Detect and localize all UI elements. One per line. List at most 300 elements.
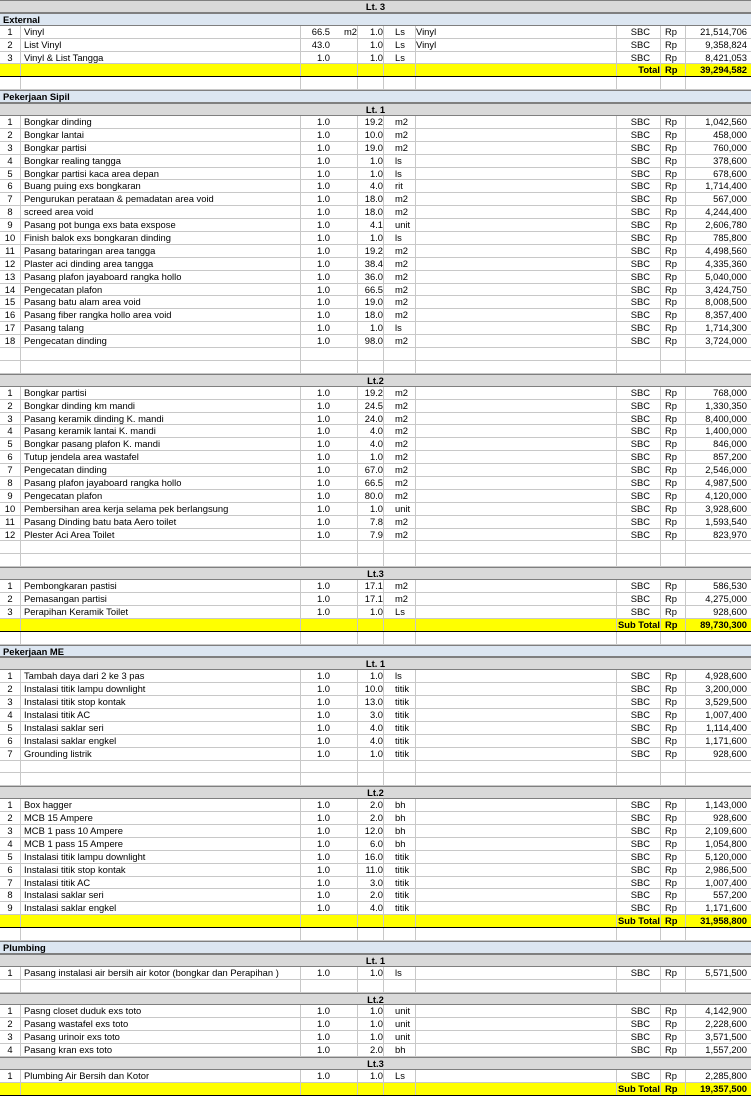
currency-cell[interactable]: Rp	[665, 451, 677, 463]
item-number-cell[interactable]: 16	[4, 309, 16, 321]
item-description-cell[interactable]: Instalasi titik lampu downlight	[24, 683, 146, 695]
quantity-cell[interactable]: 1.0	[316, 476, 330, 488]
item-description-cell[interactable]: Pengecatan dinding	[24, 335, 107, 347]
item-description-cell[interactable]: Bongkar pasang plafon K. mandi	[24, 438, 161, 450]
currency-cell[interactable]: Rp	[665, 708, 677, 720]
amount-cell[interactable]: 4,120,000	[705, 489, 747, 501]
item-description-cell[interactable]: Pasang kran exs toto	[24, 1044, 113, 1056]
supplier-code-cell[interactable]: SBC	[630, 1031, 650, 1043]
supplier-code-cell[interactable]: SBC	[630, 270, 650, 282]
volume-cell[interactable]: 1.0	[369, 670, 383, 682]
quantity-cell[interactable]: 1.0	[316, 296, 330, 308]
volume-unit-cell[interactable]: m2	[395, 193, 409, 205]
amount-cell[interactable]: 4,987,500	[705, 476, 747, 488]
item-description-cell[interactable]: Pengecatan dinding	[24, 464, 107, 476]
currency-cell[interactable]: Rp	[665, 386, 677, 398]
quantity-cell[interactable]: 1.0	[316, 386, 330, 398]
supplier-code-cell[interactable]: SBC	[630, 670, 650, 682]
item-number-cell[interactable]: 3	[7, 696, 13, 708]
item-number-cell[interactable]: 2	[7, 399, 13, 411]
supplier-code-cell[interactable]: SBC	[630, 296, 650, 308]
volume-unit-cell[interactable]: unit	[395, 219, 411, 231]
amount-cell[interactable]: 4,142,900	[705, 1005, 747, 1017]
volume-cell[interactable]: 1.0	[369, 1031, 383, 1043]
volume-cell[interactable]: 1.0	[369, 25, 383, 37]
item-description-cell[interactable]: MCB 15 Ampere	[24, 812, 93, 824]
currency-cell[interactable]: Rp	[665, 837, 677, 849]
item-number-cell[interactable]: 7	[7, 464, 13, 476]
currency-cell[interactable]: Rp	[665, 966, 677, 978]
currency-cell[interactable]: Rp	[665, 399, 677, 411]
quantity-cell[interactable]: 66.5	[311, 25, 330, 37]
volume-cell[interactable]: 7.8	[369, 515, 383, 527]
item-number-cell[interactable]: 1	[7, 799, 13, 811]
item-description-cell[interactable]: Pengecatan plafon	[24, 283, 103, 295]
supplier-code-cell[interactable]: SBC	[630, 425, 650, 437]
amount-cell[interactable]: 586,530	[713, 580, 747, 592]
supplier-code-cell[interactable]: SBC	[630, 464, 650, 476]
volume-unit-cell[interactable]: m2	[395, 244, 409, 256]
volume-unit-cell[interactable]: Ls	[395, 1069, 405, 1081]
amount-cell[interactable]: 678,600	[713, 167, 747, 179]
amount-cell[interactable]: 785,800	[713, 232, 747, 244]
quantity-cell[interactable]: 1.0	[316, 502, 330, 514]
quantity-cell[interactable]: 1.0	[316, 206, 330, 218]
volume-cell[interactable]: 11.0	[365, 863, 383, 875]
quantity-cell[interactable]: 1.0	[316, 799, 330, 811]
currency-cell[interactable]: Rp	[665, 412, 677, 424]
item-description-cell[interactable]: Pembersihan area kerja selama pek berlangsung	[24, 502, 229, 514]
amount-cell[interactable]: 2,228,600	[705, 1018, 747, 1030]
volume-unit-cell[interactable]: ls	[395, 154, 402, 166]
volume-unit-cell[interactable]: m2	[395, 116, 409, 128]
amount-cell[interactable]: 458,000	[713, 128, 747, 140]
item-number-cell[interactable]: 3	[7, 141, 13, 153]
amount-cell[interactable]: 928,600	[713, 605, 747, 617]
supplier-code-cell[interactable]: SBC	[630, 399, 650, 411]
quantity-cell[interactable]: 1.0	[316, 902, 330, 914]
item-description-cell[interactable]: List Vinyl	[24, 38, 62, 50]
amount-cell[interactable]: 2,285,800	[705, 1069, 747, 1081]
supplier-code-cell[interactable]: SBC	[630, 1044, 650, 1056]
item-number-cell[interactable]: 8	[7, 889, 13, 901]
quantity-cell[interactable]: 1.0	[316, 141, 330, 153]
amount-cell[interactable]: 1,714,400	[705, 180, 747, 192]
item-description-cell[interactable]: Pemasangan partisi	[24, 592, 107, 604]
currency-cell[interactable]: Rp	[665, 670, 677, 682]
supplier-code-cell[interactable]: SBC	[630, 386, 650, 398]
item-description-cell[interactable]: Plumbing Air Bersih dan Kotor	[24, 1069, 150, 1081]
quantity-cell[interactable]: 1.0	[316, 489, 330, 501]
supplier-code-cell[interactable]: SBC	[630, 580, 650, 592]
amount-cell[interactable]: 3,928,600	[705, 502, 747, 514]
amount-cell[interactable]: 1,114,400	[705, 721, 747, 733]
item-description-cell[interactable]: Pengecatan plafon	[24, 489, 103, 501]
quantity-cell[interactable]: 1.0	[316, 451, 330, 463]
volume-unit-cell[interactable]: m2	[395, 425, 409, 437]
volume-cell[interactable]: 4.0	[369, 438, 383, 450]
item-description-cell[interactable]: Pasang wastafel exs toto	[24, 1018, 129, 1030]
volume-cell[interactable]: 4.1	[369, 219, 383, 231]
item-description-cell[interactable]: Pasang plafon jayaboard rangka hollo	[24, 476, 182, 488]
item-description-cell[interactable]: Instalasi saklar seri	[24, 721, 104, 733]
quantity-cell[interactable]: 1.0	[316, 412, 330, 424]
item-number-cell[interactable]: 5	[7, 850, 13, 862]
item-description-cell[interactable]: Plester Aci Area Toilet	[24, 528, 115, 540]
item-description-cell[interactable]: Finish balok exs bongkaran dinding	[24, 232, 171, 244]
item-description-cell[interactable]: Instalasi titik stop kontak	[24, 863, 126, 875]
volume-cell[interactable]: 24.0	[364, 412, 383, 424]
amount-cell[interactable]: 1,330,350	[705, 399, 747, 411]
volume-cell[interactable]: 4.0	[369, 902, 383, 914]
volume-unit-cell[interactable]: m2	[395, 515, 409, 527]
quantity-cell[interactable]: 1.0	[316, 1044, 330, 1056]
volume-cell[interactable]: 1.0	[369, 154, 383, 166]
quantity-cell[interactable]: 1.0	[316, 219, 330, 231]
item-description-cell[interactable]: Instalasi titik AC	[24, 876, 91, 888]
supplier-code-cell[interactable]: SBC	[630, 180, 650, 192]
supplier-code-cell[interactable]: SBC	[630, 167, 650, 179]
item-description-cell[interactable]: Bongkar partisi	[24, 141, 87, 153]
volume-cell[interactable]: 19.2	[364, 116, 383, 128]
volume-unit-cell[interactable]: m2	[395, 386, 409, 398]
volume-unit-cell[interactable]: titik	[395, 889, 410, 901]
volume-cell[interactable]: 18.0	[364, 309, 383, 321]
amount-cell[interactable]: 2,606,780	[705, 219, 747, 231]
item-number-cell[interactable]: 9	[7, 219, 13, 231]
amount-cell[interactable]: 928,600	[713, 747, 747, 759]
item-number-cell[interactable]: 1	[7, 1069, 13, 1081]
amount-cell[interactable]: 3,529,500	[705, 696, 747, 708]
volume-cell[interactable]: 80.0	[364, 489, 383, 501]
supplier-code-cell[interactable]: SBC	[630, 747, 650, 759]
currency-cell[interactable]: Rp	[665, 721, 677, 733]
item-description-cell[interactable]: Tambah daya dari 2 ke 3 pas	[24, 670, 145, 682]
supplier-code-cell[interactable]: SBC	[630, 515, 650, 527]
volume-cell[interactable]: 1.0	[369, 167, 383, 179]
item-number-cell[interactable]: 3	[7, 51, 13, 63]
supplier-code-cell[interactable]: SBC	[630, 25, 650, 37]
item-number-cell[interactable]: 5	[7, 721, 13, 733]
currency-cell[interactable]: Rp	[665, 270, 677, 282]
material-note-cell[interactable]: Vinyl	[416, 38, 437, 50]
quantity-cell[interactable]: 1.0	[316, 425, 330, 437]
volume-cell[interactable]: 98.0	[364, 335, 383, 347]
currency-cell[interactable]: Rp	[665, 876, 677, 888]
currency-cell[interactable]: Rp	[665, 902, 677, 914]
currency-cell[interactable]: Rp	[665, 206, 677, 218]
volume-unit-cell[interactable]: Ls	[395, 51, 405, 63]
item-number-cell[interactable]: 8	[7, 476, 13, 488]
amount-cell[interactable]: 1,557,200	[705, 1044, 747, 1056]
volume-unit-cell[interactable]: ls	[395, 966, 402, 978]
volume-cell[interactable]: 4.0	[369, 180, 383, 192]
currency-cell[interactable]: Rp	[665, 51, 677, 63]
amount-cell[interactable]: 8,421,053	[705, 51, 747, 63]
currency-cell[interactable]: Rp	[665, 1069, 677, 1081]
supplier-code-cell[interactable]: SBC	[630, 837, 650, 849]
volume-cell[interactable]: 2.0	[369, 812, 383, 824]
supplier-code-cell[interactable]: SBC	[630, 592, 650, 604]
currency-cell[interactable]: Rp	[665, 747, 677, 759]
item-description-cell[interactable]: Vinyl	[24, 25, 45, 37]
volume-cell[interactable]: 24.5	[364, 399, 383, 411]
currency-cell[interactable]: Rp	[665, 244, 677, 256]
quantity-cell[interactable]: 1.0	[316, 257, 330, 269]
item-number-cell[interactable]: 6	[7, 180, 13, 192]
quantity-cell[interactable]: 1.0	[316, 128, 330, 140]
item-description-cell[interactable]: Pasang urinoir exs toto	[24, 1031, 120, 1043]
item-number-cell[interactable]: 10	[4, 502, 16, 514]
item-description-cell[interactable]: Bongkar lantai	[24, 128, 84, 140]
volume-unit-cell[interactable]: m2	[395, 257, 409, 269]
item-description-cell[interactable]: Tutup jendela area wastafel	[24, 451, 139, 463]
volume-unit-cell[interactable]: bh	[395, 799, 406, 811]
quantity-cell[interactable]: 1.0	[316, 708, 330, 720]
item-number-cell[interactable]: 17	[4, 322, 16, 334]
volume-unit-cell[interactable]: m2	[395, 592, 409, 604]
amount-cell[interactable]: 567,000	[713, 193, 747, 205]
volume-cell[interactable]: 10.0	[364, 683, 383, 695]
amount-cell[interactable]: 378,600	[713, 154, 747, 166]
item-description-cell[interactable]: Bongkar dinding km mandi	[24, 399, 135, 411]
supplier-code-cell[interactable]: SBC	[630, 1018, 650, 1030]
volume-unit-cell[interactable]: m2	[395, 451, 409, 463]
quantity-cell[interactable]: 1.0	[316, 309, 330, 321]
currency-cell[interactable]: Rp	[665, 283, 677, 295]
item-number-cell[interactable]: 6	[7, 451, 13, 463]
item-description-cell[interactable]: Instalasi saklar engkel	[24, 734, 117, 746]
item-number-cell[interactable]: 6	[7, 734, 13, 746]
currency-cell[interactable]: Rp	[665, 335, 677, 347]
amount-cell[interactable]: 857,200	[713, 451, 747, 463]
volume-unit-cell[interactable]: titik	[395, 876, 410, 888]
currency-cell[interactable]: Rp	[665, 154, 677, 166]
quantity-cell[interactable]: 1.0	[316, 51, 330, 63]
supplier-code-cell[interactable]: SBC	[630, 889, 650, 901]
item-number-cell[interactable]: 1	[7, 386, 13, 398]
item-description-cell[interactable]: Instalasi saklar seri	[24, 889, 104, 901]
supplier-code-cell[interactable]: SBC	[630, 128, 650, 140]
quantity-cell[interactable]: 1.0	[316, 193, 330, 205]
volume-unit-cell[interactable]: m2	[395, 528, 409, 540]
item-number-cell[interactable]: 1	[7, 25, 13, 37]
volume-unit-cell[interactable]: ls	[395, 322, 402, 334]
volume-unit-cell[interactable]: m2	[395, 206, 409, 218]
currency-cell[interactable]: Rp	[665, 1044, 677, 1056]
amount-cell[interactable]: 4,498,560	[705, 244, 747, 256]
volume-unit-cell[interactable]: titik	[395, 863, 410, 875]
item-number-cell[interactable]: 3	[7, 605, 13, 617]
amount-cell[interactable]: 9,358,824	[705, 38, 747, 50]
currency-cell[interactable]: Rp	[665, 734, 677, 746]
supplier-code-cell[interactable]: SBC	[630, 38, 650, 50]
amount-cell[interactable]: 8,400,000	[705, 412, 747, 424]
quantity-cell[interactable]: 1.0	[316, 167, 330, 179]
amount-cell[interactable]: 8,008,500	[705, 296, 747, 308]
volume-cell[interactable]: 2.0	[369, 799, 383, 811]
quantity-cell[interactable]: 1.0	[316, 154, 330, 166]
quantity-cell[interactable]: 1.0	[316, 244, 330, 256]
volume-cell[interactable]: 4.0	[369, 734, 383, 746]
item-description-cell[interactable]: Pasang plafon jayaboard rangka hollo	[24, 270, 182, 282]
currency-cell[interactable]: Rp	[665, 257, 677, 269]
supplier-code-cell[interactable]: SBC	[630, 244, 650, 256]
volume-cell[interactable]: 18.0	[364, 206, 383, 218]
item-number-cell[interactable]: 18	[4, 335, 16, 347]
volume-unit-cell[interactable]: bh	[395, 1044, 406, 1056]
volume-cell[interactable]: 2.0	[369, 889, 383, 901]
currency-cell[interactable]: Rp	[665, 193, 677, 205]
quantity-cell[interactable]: 1.0	[316, 863, 330, 875]
item-number-cell[interactable]: 7	[7, 747, 13, 759]
volume-cell[interactable]: 2.0	[369, 1044, 383, 1056]
supplier-code-cell[interactable]: SBC	[630, 528, 650, 540]
volume-cell[interactable]: 19.2	[364, 386, 383, 398]
volume-unit-cell[interactable]: ls	[395, 670, 402, 682]
volume-cell[interactable]: 1.0	[369, 1069, 383, 1081]
volume-unit-cell[interactable]: Ls	[395, 605, 405, 617]
item-number-cell[interactable]: 4	[7, 708, 13, 720]
supplier-code-cell[interactable]: SBC	[630, 51, 650, 63]
volume-cell[interactable]: 1.0	[369, 451, 383, 463]
volume-cell[interactable]: 1.0	[369, 1005, 383, 1017]
amount-cell[interactable]: 21,514,706	[700, 25, 747, 37]
item-description-cell[interactable]: Bongkar partisi	[24, 386, 87, 398]
volume-unit-cell[interactable]: Ls	[395, 25, 405, 37]
volume-unit-cell[interactable]: titik	[395, 747, 410, 759]
volume-cell[interactable]: 1.0	[369, 605, 383, 617]
supplier-code-cell[interactable]: SBC	[630, 902, 650, 914]
currency-cell[interactable]: Rp	[665, 863, 677, 875]
item-description-cell[interactable]: Bongkar dinding	[24, 116, 92, 128]
amount-cell[interactable]: 1,007,400	[705, 708, 747, 720]
currency-cell[interactable]: Rp	[665, 128, 677, 140]
amount-cell[interactable]: 3,424,750	[705, 283, 747, 295]
volume-unit-cell[interactable]: titik	[395, 683, 410, 695]
quantity-cell[interactable]: 1.0	[316, 721, 330, 733]
supplier-code-cell[interactable]: SBC	[630, 451, 650, 463]
amount-cell[interactable]: 4,244,400	[705, 206, 747, 218]
volume-unit-cell[interactable]: m2	[395, 412, 409, 424]
item-description-cell[interactable]: Pasang talang	[24, 322, 84, 334]
volume-unit-cell[interactable]: bh	[395, 825, 406, 836]
item-number-cell[interactable]: 12	[4, 257, 16, 269]
volume-unit-cell[interactable]: unit	[395, 502, 411, 514]
item-description-cell[interactable]: Perapihan Keramik Toilet	[24, 605, 129, 617]
quantity-cell[interactable]: 1.0	[316, 605, 330, 617]
volume-unit-cell[interactable]: m2	[395, 476, 409, 488]
volume-cell[interactable]: 13.0	[364, 696, 383, 708]
supplier-code-cell[interactable]: SBC	[630, 683, 650, 695]
supplier-code-cell[interactable]: SBC	[630, 232, 650, 244]
item-description-cell[interactable]: Pasang Dinding batu bata Aero toilet	[24, 515, 177, 527]
amount-cell[interactable]: 1,171,600	[705, 902, 747, 914]
amount-cell[interactable]: 768,000	[713, 386, 747, 398]
volume-unit-cell[interactable]: titik	[395, 734, 410, 746]
volume-cell[interactable]: 7.9	[369, 528, 383, 540]
item-number-cell[interactable]: 11	[5, 515, 15, 527]
currency-cell[interactable]: Rp	[665, 25, 677, 37]
currency-cell[interactable]: Rp	[665, 296, 677, 308]
volume-unit-cell[interactable]: unit	[395, 1005, 411, 1017]
item-number-cell[interactable]: 2	[7, 812, 13, 824]
item-number-cell[interactable]: 11	[5, 244, 15, 256]
volume-unit-cell[interactable]: m2	[395, 128, 409, 140]
currency-cell[interactable]: Rp	[665, 825, 677, 836]
quantity-cell[interactable]: 1.0	[316, 464, 330, 476]
supplier-code-cell[interactable]: SBC	[630, 812, 650, 824]
item-number-cell[interactable]: 4	[7, 154, 13, 166]
supplier-code-cell[interactable]: SBC	[630, 850, 650, 862]
item-number-cell[interactable]: 3	[7, 1031, 13, 1043]
volume-unit-cell[interactable]: unit	[395, 1031, 411, 1043]
volume-unit-cell[interactable]: Ls	[395, 38, 405, 50]
quantity-cell[interactable]: 1.0	[316, 696, 330, 708]
currency-cell[interactable]: Rp	[665, 141, 677, 153]
volume-cell[interactable]: 66.5	[364, 283, 383, 295]
currency-cell[interactable]: Rp	[665, 489, 677, 501]
supplier-code-cell[interactable]: SBC	[630, 438, 650, 450]
item-number-cell[interactable]: 9	[7, 902, 13, 914]
volume-unit-cell[interactable]: m2	[395, 296, 409, 308]
item-description-cell[interactable]: Box hagger	[24, 799, 72, 811]
quantity-cell[interactable]: 1.0	[316, 438, 330, 450]
item-number-cell[interactable]: 10	[4, 232, 16, 244]
currency-cell[interactable]: Rp	[665, 322, 677, 334]
volume-unit-cell[interactable]: m2	[395, 438, 409, 450]
volume-unit-cell[interactable]: titik	[395, 850, 410, 862]
amount-cell[interactable]: 1,143,000	[705, 799, 747, 811]
item-description-cell[interactable]: Pasng closet duduk exs toto	[24, 1005, 142, 1017]
item-number-cell[interactable]: 2	[7, 128, 13, 140]
volume-cell[interactable]: 10.0	[364, 128, 383, 140]
item-number-cell[interactable]: 5	[7, 438, 13, 450]
volume-cell[interactable]: 17.1	[364, 580, 383, 592]
supplier-code-cell[interactable]: SBC	[630, 154, 650, 166]
item-description-cell[interactable]: Vinyl & List Tangga	[24, 51, 104, 63]
supplier-code-cell[interactable]: SBC	[630, 876, 650, 888]
item-number-cell[interactable]: 1	[7, 966, 13, 978]
volume-cell[interactable]: 1.0	[369, 966, 383, 978]
quantity-cell[interactable]: 1.0	[316, 1031, 330, 1043]
volume-cell[interactable]: 1.0	[369, 1018, 383, 1030]
supplier-code-cell[interactable]: SBC	[630, 193, 650, 205]
currency-cell[interactable]: Rp	[665, 116, 677, 128]
quantity-cell[interactable]: 1.0	[316, 850, 330, 862]
volume-unit-cell[interactable]: m2	[395, 141, 409, 153]
currency-cell[interactable]: Rp	[665, 219, 677, 231]
quantity-cell[interactable]: 1.0	[316, 580, 330, 592]
item-number-cell[interactable]: 7	[7, 876, 13, 888]
quantity-cell[interactable]: 1.0	[316, 232, 330, 244]
volume-cell[interactable]: 3.0	[369, 708, 383, 720]
item-number-cell[interactable]: 9	[7, 489, 13, 501]
volume-cell[interactable]: 19.0	[364, 141, 383, 153]
volume-unit-cell[interactable]: unit	[395, 1018, 411, 1030]
amount-cell[interactable]: 3,200,000	[705, 683, 747, 695]
quantity-cell[interactable]: 1.0	[316, 1069, 330, 1081]
currency-cell[interactable]: Rp	[665, 528, 677, 540]
volume-unit-cell[interactable]: m2	[395, 464, 409, 476]
item-number-cell[interactable]: 13	[4, 270, 16, 282]
volume-cell[interactable]: 4.0	[369, 721, 383, 733]
item-description-cell[interactable]: Instalasi titik stop kontak	[24, 696, 126, 708]
quantity-cell[interactable]: 1.0	[316, 966, 330, 978]
volume-unit-cell[interactable]: bh	[395, 837, 406, 849]
volume-cell[interactable]: 6.0	[369, 837, 383, 849]
volume-unit-cell[interactable]: m2	[395, 309, 409, 321]
